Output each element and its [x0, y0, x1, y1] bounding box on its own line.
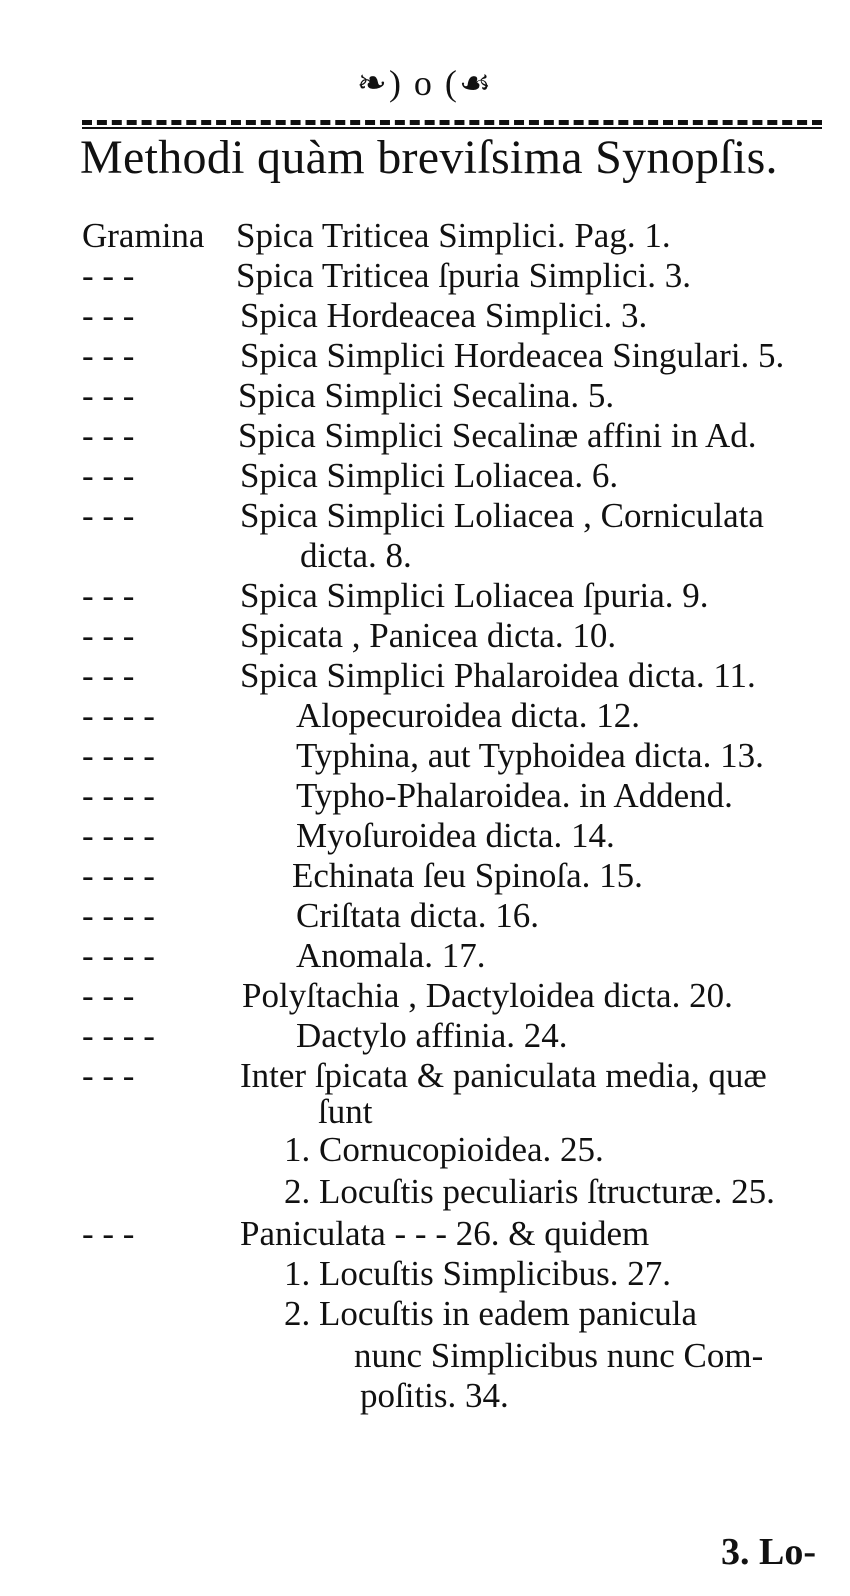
entry-8-text: dicta. 8. — [300, 536, 412, 575]
entry-2-prefix: - - - — [82, 296, 135, 335]
entry-19-prefix: - - - — [82, 976, 135, 1015]
entry-17-text: Criſtata dicta. 16. — [296, 896, 539, 935]
entry-24-text: 2. Locuſtis peculiaris ſtructuræ. 25. — [284, 1172, 775, 1211]
entry-9-prefix: - - - — [82, 576, 135, 615]
entry-19-text: Polyſtachia , Dactyloidea dicta. 20. — [242, 976, 733, 1015]
entry-15-prefix: - - - - — [82, 816, 155, 855]
entry-29-text: poſitis. 34. — [360, 1376, 509, 1415]
entry-13-text: Typhina, aut Typhoidea dicta. 13. — [296, 736, 764, 775]
entry-1-prefix: - - - — [82, 256, 135, 295]
entry-0-text: Spica Triticea Simplici. Pag. 1. — [236, 216, 671, 255]
entry-6-prefix: - - - — [82, 456, 135, 495]
entry-18-prefix: - - - - — [82, 936, 155, 975]
entry-28-text: nunc Simplicibus nunc Com- — [354, 1336, 764, 1375]
entry-16-prefix: - - - - — [82, 856, 155, 895]
entry-7-prefix: - - - — [82, 496, 135, 535]
entry-21-prefix: - - - — [82, 1056, 135, 1095]
entry-11-text: Spica Simplici Phalaroidea dicta. 11. — [240, 656, 756, 695]
entry-15-text: Myoſuroidea dicta. 14. — [296, 816, 615, 855]
entry-4-prefix: - - - — [82, 376, 135, 415]
entry-12-text: Alopecuroidea dicta. 12. — [296, 696, 641, 735]
entry-3-text: Spica Simplici Hordeacea Singulari. 5. — [240, 336, 785, 375]
entry-11-prefix: - - - — [82, 656, 135, 695]
entry-22-text: ſunt — [318, 1092, 373, 1131]
entry-4-text: Spica Simplici Secalina. 5. — [238, 376, 615, 415]
entry-6-text: Spica Simplici Loliacea. 6. — [240, 456, 619, 495]
entry-17-prefix: - - - - — [82, 896, 155, 935]
entry-5-prefix: - - - — [82, 416, 135, 455]
entry-7-text: Spica Simplici Loliacea , Corniculata — [240, 496, 764, 535]
entry-13-prefix: - - - - — [82, 736, 155, 775]
page-title: Methodi quàm breviſsima Synopſis. — [80, 131, 778, 184]
entry-18-text: Anomala. 17. — [296, 936, 486, 975]
entry-0-prefix: Gramina — [82, 216, 205, 255]
entry-26-text: 1. Locuſtis Simplicibus. 27. — [284, 1254, 671, 1293]
entry-10-text: Spicata , Panicea dicta. 10. — [240, 616, 617, 655]
entry-21-text: Inter ſpicata & paniculata media, quæ — [240, 1056, 767, 1095]
entry-3-prefix: - - - — [82, 336, 135, 375]
entry-2-text: Spica Hordeacea Simplici. 3. — [240, 296, 648, 335]
entry-23-text: 1. Cornucopioidea. 25. — [284, 1130, 604, 1169]
header-rule-solid — [82, 127, 822, 129]
entry-9-text: Spica Simplici Loliacea ſpuria. 9. — [240, 576, 709, 615]
entry-1-text: Spica Triticea ſpuria Simplici. 3. — [236, 256, 691, 295]
header-rule — [82, 120, 822, 125]
entry-25-prefix: - - - — [82, 1214, 135, 1253]
header-ornament: ❧) o (☙ — [356, 63, 494, 103]
entry-16-text: Echinata ſeu Spinoſa. 15. — [292, 856, 643, 895]
entry-12-prefix: - - - - — [82, 696, 155, 735]
entry-10-prefix: - - - — [82, 616, 135, 655]
entry-25-text: Paniculata - - - 26. & quidem — [240, 1214, 650, 1253]
entry-14-prefix: - - - - — [82, 776, 155, 815]
entry-5-text: Spica Simplici Secalinæ affini in Ad. — [238, 416, 757, 455]
entry-27-text: 2. Locuſtis in eadem panicula — [284, 1294, 698, 1333]
catchword: 3. Lo- — [721, 1531, 816, 1573]
entry-20-text: Dactylo affinia. 24. — [296, 1016, 568, 1055]
entry-14-text: Typho-Phalaroidea. in Addend. — [296, 776, 733, 815]
entry-20-prefix: - - - - — [82, 1016, 155, 1055]
